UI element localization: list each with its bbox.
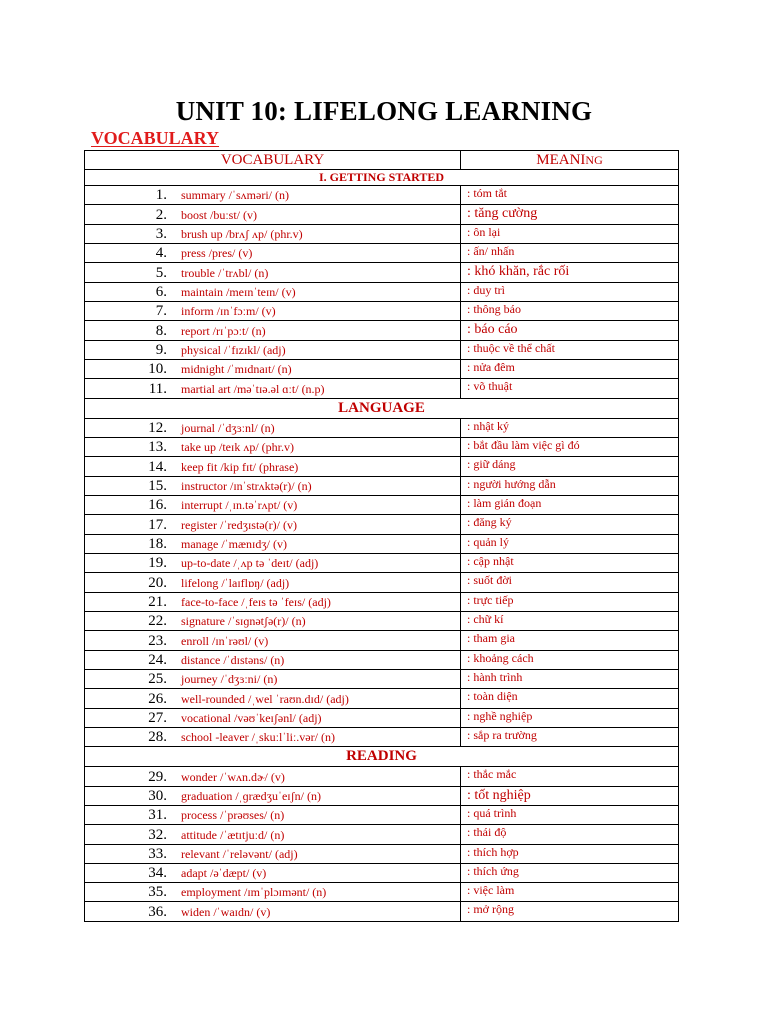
table-row [85, 883, 679, 902]
meaning-cell: : thuộc về thể chất [461, 340, 679, 359]
vocab-word: keep fit /kip fɪt/ (phrase) [181, 459, 299, 474]
vocab-cell [85, 863, 461, 882]
vocab-cell [85, 844, 461, 863]
meaning-cell: : khó khăn, rắc rối [461, 263, 679, 282]
meaning-cell: : thích ứng [461, 863, 679, 882]
row-number: 23. [148, 632, 167, 649]
vocab-word: press /pres/ (v) [181, 246, 253, 261]
table-row [85, 844, 679, 863]
meaning-cell: : thông báo [461, 301, 679, 320]
vocab-word: report /rɪˈpɔːt/ (n) [181, 323, 266, 338]
vocab-cell [85, 379, 461, 398]
vocab-word: midnight /ˈmɪdnaɪt/ (n) [181, 362, 292, 377]
vocab-cell [85, 592, 461, 611]
meaning-cell: : duy trì [461, 282, 679, 301]
vocab-cell [85, 650, 461, 669]
table-row [85, 379, 679, 398]
vocab-word: vocational /vəʊˈkeɪʃənl/ (adj) [181, 710, 322, 725]
vocab-cell [85, 883, 461, 902]
table-row [85, 689, 679, 708]
vocab-cell [85, 359, 461, 378]
vocab-cell [85, 553, 461, 572]
row-number: 19. [148, 555, 167, 572]
table-row [85, 205, 679, 224]
vocab-cell [85, 534, 461, 553]
table-row [85, 669, 679, 688]
row-number: 32. [148, 826, 167, 843]
meaning-cell: : quản lý [461, 534, 679, 553]
vocab-word: adapt /əˈdæpt/ (v) [181, 866, 267, 881]
vocab-word: graduation /ˌɡrædʒuˈeɪʃn/ (n) [181, 788, 321, 803]
table-row [85, 767, 679, 786]
meaning-cell: : sắp ra trường [461, 727, 679, 746]
table-row [85, 825, 679, 844]
header-meaning [461, 151, 679, 170]
table-row [85, 863, 679, 882]
row-number: 31. [148, 807, 167, 824]
vocab-word: process /ˈprəʊses/ (n) [181, 808, 285, 823]
meaning-cell: : làm gián đoạn [461, 495, 679, 514]
meaning-cell: : ôn lại [461, 224, 679, 243]
meaning-cell: : hành trình [461, 669, 679, 688]
table-row [85, 592, 679, 611]
row-number: 8. [155, 322, 167, 339]
meaning-cell: : võ thuật [461, 379, 679, 398]
vocab-cell [85, 669, 461, 688]
vocab-cell [85, 825, 461, 844]
table-row [85, 708, 679, 727]
vocab-word: journal /ˈdʒɜːnl/ (n) [181, 420, 275, 435]
row-number: 25. [148, 671, 167, 688]
row-number: 24. [148, 651, 167, 668]
vocab-cell [85, 611, 461, 630]
table-row [85, 805, 679, 824]
section-title: I. GETTING STARTED [85, 170, 679, 186]
row-number: 26. [148, 690, 167, 707]
meaning-cell: : bắt đầu làm việc gì đó [461, 437, 679, 456]
vocab-cell [85, 631, 461, 650]
meaning-cell: : khoảng cách [461, 650, 679, 669]
vocab-cell [85, 301, 461, 320]
row-number: 34. [148, 865, 167, 882]
row-number: 1. [155, 187, 167, 204]
meaning-cell: : báo cáo [461, 321, 679, 340]
meaning-cell: : tham gia [461, 631, 679, 650]
vocab-word: trouble /ˈtrʌbl/ (n) [181, 265, 269, 280]
vocab-word: distance /ˈdɪstəns/ (n) [181, 652, 285, 667]
row-number: 14. [148, 458, 167, 475]
row-number: 5. [155, 264, 167, 281]
row-number: 3. [155, 225, 167, 242]
meaning-cell: : giữ dáng [461, 457, 679, 476]
row-number: 22. [148, 613, 167, 630]
vocab-word: school -leaver /ˌskuːlˈliː.vər/ (n) [181, 730, 335, 745]
table-row [85, 437, 679, 456]
meaning-cell: : đăng ký [461, 515, 679, 534]
section-header-row [85, 170, 679, 186]
vocab-word: manage /ˈmænɪdʒ/ (v) [181, 536, 287, 551]
meaning-cell: : thái độ [461, 825, 679, 844]
vocab-word: lifelong /ˈlaɪflɒŋ/ (adj) [181, 575, 290, 590]
vocab-cell [85, 476, 461, 495]
section-title: LANGUAGE [85, 398, 679, 418]
vocab-word: maintain /meɪnˈteɪn/ (v) [181, 284, 296, 299]
row-number: 20. [148, 574, 167, 591]
row-number: 2. [155, 206, 167, 223]
row-number: 10. [148, 361, 167, 378]
header-meaning-part-b: NG [585, 153, 603, 167]
header-meaning-part-a: MEANI [536, 152, 586, 168]
meaning-cell: : nghề nghiệp [461, 708, 679, 727]
meaning-cell: : cập nhật [461, 553, 679, 572]
vocab-word: widen /ˈwaɪdn/ (v) [181, 904, 271, 919]
vocab-word: inform /ɪnˈfɔːm/ (v) [181, 304, 276, 319]
vocab-cell [85, 515, 461, 534]
vocab-cell [85, 224, 461, 243]
vocab-cell [85, 902, 461, 921]
vocab-word: well-rounded /ˌwel ˈraʊn.dɪd/ (adj) [181, 691, 349, 706]
meaning-cell: : ấn/ nhấn [461, 243, 679, 262]
vocab-cell [85, 573, 461, 592]
meaning-cell: : thắc mắc [461, 767, 679, 786]
vocab-cell [85, 205, 461, 224]
meaning-cell: : trực tiếp [461, 592, 679, 611]
table-row [85, 418, 679, 437]
vocab-word: wonder /ˈwʌn.dɚ/ (v) [181, 769, 285, 784]
table-row [85, 359, 679, 378]
vocab-cell [85, 457, 461, 476]
section-title: READING [85, 747, 679, 767]
meaning-cell: : tóm tắt [461, 186, 679, 205]
page-title: UNIT 10: LIFELONG LEARNING [175, 96, 593, 126]
meaning-cell: : thích hợp [461, 844, 679, 863]
row-number: 21. [148, 593, 167, 610]
vocab-cell [85, 689, 461, 708]
row-number: 13. [148, 439, 167, 456]
table-row [85, 321, 679, 340]
section-header-row [85, 398, 679, 418]
meaning-cell: : nhật ký [461, 418, 679, 437]
meaning-cell: : suốt đời [461, 573, 679, 592]
table-row [85, 902, 679, 921]
vocab-cell [85, 767, 461, 786]
vocab-cell [85, 708, 461, 727]
table-row [85, 224, 679, 243]
table-row [85, 631, 679, 650]
table-row [85, 476, 679, 495]
vocab-cell [85, 727, 461, 746]
vocab-word: register /ˈredʒɪstə(r)/ (v) [181, 517, 297, 532]
meaning-cell: : tăng cường [461, 205, 679, 224]
row-number: 15. [148, 477, 167, 494]
vocab-cell [85, 805, 461, 824]
table-row [85, 534, 679, 553]
table-row [85, 786, 679, 805]
meaning-cell: : nửa đêm [461, 359, 679, 378]
row-number: 35. [148, 884, 167, 901]
vocab-cell [85, 786, 461, 805]
table-row [85, 515, 679, 534]
table-header-row [85, 151, 679, 170]
meaning-cell: : người hướng dẫn [461, 476, 679, 495]
row-number: 33. [148, 845, 167, 862]
vocab-word: journey /ˈdʒɜːni/ (n) [181, 672, 278, 687]
meaning-cell: : việc làm [461, 883, 679, 902]
vocabulary-table [84, 150, 679, 922]
row-number: 17. [148, 516, 167, 533]
row-number: 36. [148, 903, 167, 920]
row-number: 12. [148, 419, 167, 436]
row-number: 9. [155, 341, 167, 358]
section-header-row [85, 747, 679, 767]
vocab-word: signature /ˈsɪɡnətʃə(r)/ (n) [181, 614, 306, 629]
header-vocabulary: VOCABULARY [85, 151, 461, 170]
vocab-cell [85, 340, 461, 359]
vocab-word: physical /ˈfɪzɪkl/ (adj) [181, 342, 286, 357]
vocab-word: take up /teɪk ʌp/ (phr.v) [181, 440, 294, 455]
table-row [85, 263, 679, 282]
table-row [85, 186, 679, 205]
vocab-cell [85, 495, 461, 514]
row-number: 7. [155, 303, 167, 320]
meaning-cell: : toàn diện [461, 689, 679, 708]
vocab-word: brush up /brʌʃ ʌp/ (phr.v) [181, 226, 303, 241]
table-row [85, 573, 679, 592]
vocab-word: interrupt /ˌɪn.təˈrʌpt/ (v) [181, 498, 298, 513]
table-row [85, 495, 679, 514]
row-number: 27. [148, 709, 167, 726]
vocab-word: up-to-date /ˌʌp tə ˈdeɪt/ (adj) [181, 556, 319, 571]
vocab-word: employment /ɪmˈplɔɪmənt/ (n) [181, 885, 327, 900]
vocab-cell [85, 282, 461, 301]
vocab-word: instructor /ɪnˈstrʌktə(r)/ (n) [181, 478, 312, 493]
vocabulary-heading: VOCABULARY [91, 128, 220, 148]
row-number: 30. [148, 787, 167, 804]
vocab-word: enroll /ɪnˈrəʊl/ (v) [181, 633, 269, 648]
vocab-word: attitude /ˈætɪtjuːd/ (n) [181, 827, 285, 842]
table-row [85, 650, 679, 669]
vocab-cell [85, 321, 461, 340]
table-row [85, 553, 679, 572]
table-row [85, 457, 679, 476]
row-number: 4. [155, 245, 167, 262]
vocab-word: face-to-face /ˌfeɪs tə ˈfeɪs/ (adj) [181, 594, 331, 609]
table-row [85, 282, 679, 301]
vocab-word: boost /buːst/ (v) [181, 207, 258, 222]
table-row [85, 611, 679, 630]
vocab-cell [85, 418, 461, 437]
vocab-word: martial art /məˈtɪə.əl ɑːt/ (n.p) [181, 381, 325, 396]
meaning-cell: : chữ kí [461, 611, 679, 630]
row-number: 11. [148, 380, 167, 397]
vocab-word: relevant /ˈreləvənt/ (adj) [181, 846, 298, 861]
table-row [85, 340, 679, 359]
vocab-cell [85, 263, 461, 282]
row-number: 28. [148, 729, 167, 746]
vocab-cell [85, 437, 461, 456]
row-number: 18. [148, 535, 167, 552]
table-row [85, 301, 679, 320]
vocab-word: summary /ˈsʌməri/ (n) [181, 188, 289, 203]
vocab-cell [85, 186, 461, 205]
meaning-cell: : mở rộng [461, 902, 679, 921]
meaning-cell: : quá trình [461, 805, 679, 824]
meaning-cell: : tốt nghiệp [461, 786, 679, 805]
table-row [85, 243, 679, 262]
table-row [85, 727, 679, 746]
vocab-cell [85, 243, 461, 262]
row-number: 29. [148, 768, 167, 785]
row-number: 6. [155, 283, 167, 300]
row-number: 16. [148, 497, 167, 514]
